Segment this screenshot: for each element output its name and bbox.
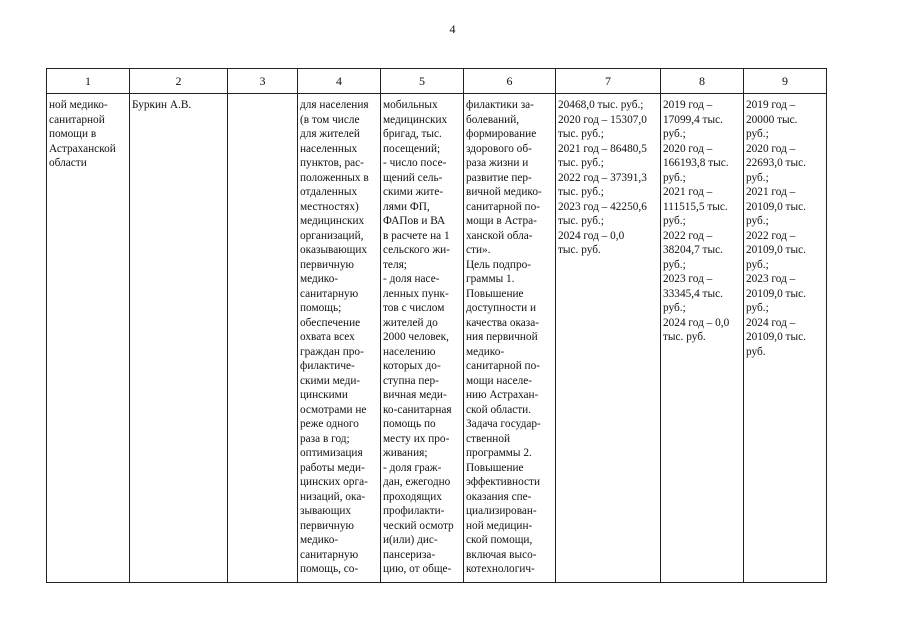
cell-text: 2019 год – 20000 тыс. руб.; 2020 год – 22693,0 тыс. руб.; 2021 год – 20109,0 тыс. руб.; 2022 год – 20109,0 тыс. руб.; 2023 год – 20109,0 тыс. руб.; 2024 год – 20109,0 тыс. руб.: [746, 99, 806, 358]
column-header-5: 5: [381, 69, 464, 94]
cell-text: для населения (в том числе для жителей населенных пунктов, рас- положенных в отдаленных местностях) медицинских организаций, оказывающих первичную медико- санитарную помощь; обеспечение охвата всех граждан про- филактиче- скими меди- цинскими осмотрами не реже одного раза в год; оптимизация работы меди- цинских орга- низаций, ока- зывающих первичную медико- санитарную помощь, со-: [300, 99, 369, 575]
column-header-8: 8: [661, 69, 744, 94]
cell-tasks: [298, 94, 381, 583]
column-header-9: 9: [744, 69, 827, 94]
page-number: 4: [449, 22, 456, 36]
cell-text: филактики за- болеваний, формирование здорового об- раза жизни и развитие пер- вичной медико- санитарной по- мощи в Астра- ханской обла- сти». Цель подпро- граммы 1. Повышение доступности и качества оказа- ния первичной медико- санитарной по- мощи населе- нию Астрахан- ской области. Задача государ- ственной программы 2. Повышение эффективности оказания спе- циализирован- ной медицин- ской помощи, включая высо- котехнологич-: [466, 99, 542, 575]
cell-funding-column-7: [556, 94, 661, 583]
column-header-3: 3: [228, 69, 298, 94]
column-header-7: 7: [556, 69, 661, 94]
cell-text: ной медико- санитарной помощи в Астраханской области: [49, 99, 116, 169]
cell-text: мобильных медицинских бригад, тыс. посещений; - число посе- щений сель- скими жите- лями ФП, ФАПов и ВА в расчете на 1 сельского жи- теля; - доля насе- ленных пунк- тов с числом жителей до 2000 человек, населению которых до- ступна пер- вичная меди- ко-санитарная помощь по месту их про- живания; - доля граж- дан, ежегодно проходящих профилакти- ческий осмотр и(или) дис- пансеризa- цию, от обще-: [383, 99, 454, 575]
cell-funding-column-9: [744, 94, 827, 583]
cell-subprogram-name: [47, 94, 130, 583]
cell-goals: [464, 94, 556, 583]
cell-responsible-person: [130, 94, 228, 583]
cell-text: 2019 год – 17099,4 тыс. руб.; 2020 год – 166193,8 тыс. руб.; 2021 год – 111515,5 тыс. руб.; 2022 год – 38204,7 тыс. руб.; 2023 год – 33345,4 тыс. руб.; 2024 год – 0,0 тыс. руб.: [663, 99, 730, 343]
column-header-2: 2: [130, 69, 228, 94]
cell-column-3: [228, 94, 298, 583]
column-header-6: 6: [464, 69, 556, 94]
cell-text: 20468,0 тыс. руб.; 2020 год – 15307,0 тыс. руб.; 2021 год – 86480,5 тыс. руб.; 2022 год – 37391,3 тыс. руб.; 2023 год – 42250,6 тыс. руб.; 2024 год – 0,0 тыс. руб.: [558, 99, 647, 256]
table-row: [47, 94, 827, 583]
column-header-4: 4: [298, 69, 381, 94]
header-row: [47, 69, 827, 94]
cell-indicators: [381, 94, 464, 583]
column-header-1: 1: [47, 69, 130, 94]
program-table: [46, 68, 827, 583]
cell-funding-column-8: [661, 94, 744, 583]
cell-text: Буркин А.В.: [132, 99, 192, 111]
